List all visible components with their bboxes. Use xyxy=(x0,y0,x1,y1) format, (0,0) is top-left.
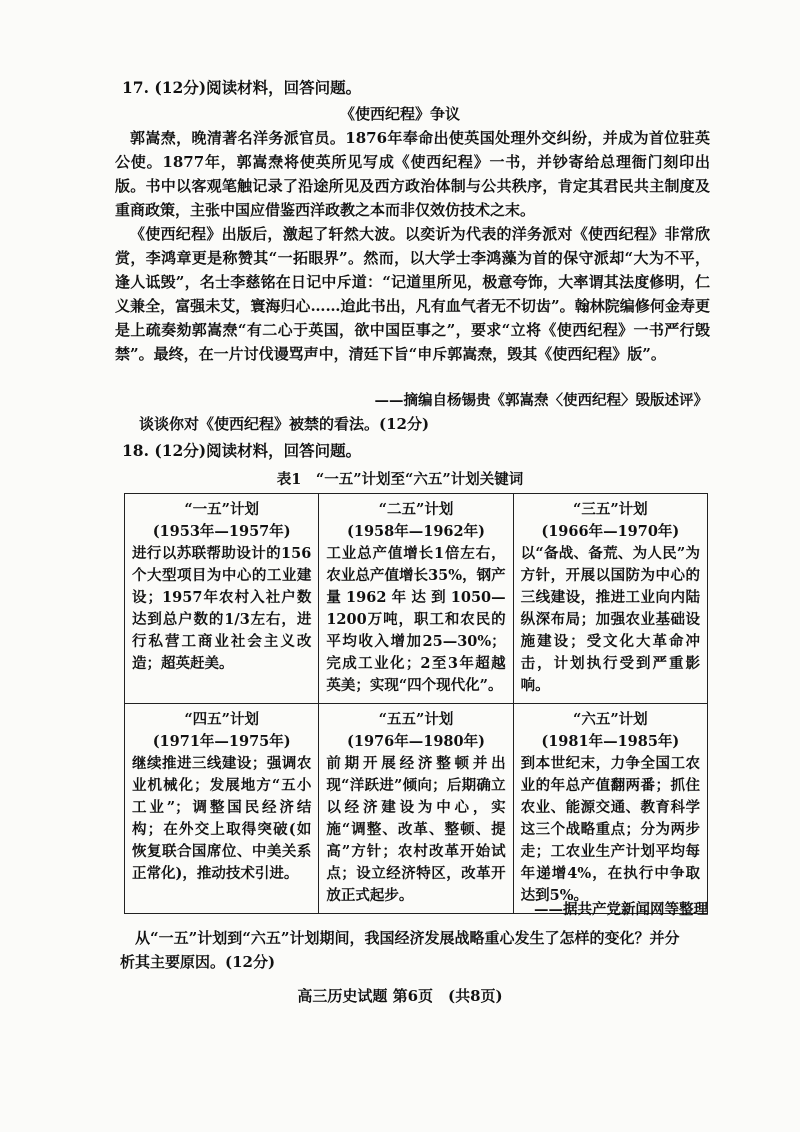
table-title: 表1 “一五”计划至“六五”计划关键词 xyxy=(276,471,524,488)
plan-text: 继续推进三线建设；强调农业机械化；发展地方“五小工业”；调整国民经济结构；在外交上取得突破(如恢复联合国席位、中美关系正常化)，推动技术引进。 xyxy=(132,755,312,882)
plan-years: (1971年—1975年) xyxy=(152,733,291,750)
plan-cell-1 xyxy=(125,494,319,704)
plan-cell-6 xyxy=(513,704,707,914)
plan-years: (1976年—1980年) xyxy=(347,733,485,750)
question-18-prompt-line-2: 析其主要原因。(12分) xyxy=(120,953,276,971)
five-year-plans-table xyxy=(124,493,708,914)
question-18-source: ——据共产党新闻网等整理 xyxy=(534,901,708,918)
plan-text: 到本世纪末，力争全国工农业的年总产值翻两番；抓住农业、能源交通、教育科学这三个战略重点；分为两步走；工农业生产计划平均每年递增4%，在执行中争取达到5%。 xyxy=(520,755,700,904)
plan-text: 工业总产值增长1倍左右，农业总产值增长35%，钢产量1962年达到1050—1200万吨，职工和农民的平均收入增加25—30%；完成工业化；2至3年超越英美；实现“四个现代化”。 xyxy=(326,545,506,694)
plan-years: (1953年—1957年) xyxy=(152,523,291,540)
plan-cell-3 xyxy=(513,494,707,704)
plan-cell-2 xyxy=(319,494,513,704)
table-row xyxy=(125,704,708,914)
plan-title: “四五”计划 xyxy=(184,711,259,728)
plan-text: 前期开展经济整顿并出现“洋跃进”倾向；后期确立以经济建设为中心，实施“调整、改革、整顿、提高”方针；农村改革开始试点；设立经济特区，改革开放正式起步。 xyxy=(326,755,506,904)
material-title: 《使西纪程》争议 xyxy=(339,105,460,123)
question-18-header: 18. (12分)阅读材料，回答问题。 xyxy=(122,441,362,460)
passage-paragraph-2: 《使西纪程》出版后，激起了轩然大波。以奕䜣为代表的洋务派对《使西纪程》非常欣赏，李鸿章更是称赞其“一拓眼界”。然而，以大学士李鸿藻为首的保守派却“大为不平，逢人诋毁”，名士李慈铭在日记中斥道：“记道里所见，极意夸饰，大率谓其法度修明，仁义兼全，富强未艾，寰海归心……迨此书出，凡有血气者无不切齿”。翰林院编修何金寿更是上疏奏劾郭嵩焘“有二心于英国，欲中国臣事之”，要求“立将《使西纪程》一书严行毁禁”。最终，在一片讨伐谩骂声中，清廷下旨“申斥郭嵩焘，毁其《使西纪程》版”。 xyxy=(115,225,710,363)
question-17-source: ——摘编自杨锡贵《郭嵩焘〈使西纪程〉毁版述评》 xyxy=(374,392,708,409)
plan-title: “三五”计划 xyxy=(572,501,648,518)
question-18-prompt-line-1: 从“一五”计划到“六五”计划期间，我国经济发展战略重心发生了怎样的变化？并分 xyxy=(135,929,680,947)
plan-title: “二五”计划 xyxy=(378,501,454,518)
plan-text: 进行以苏联帮助设计的156个大型项目为中心的工业建设；1957年农村入社户数达到总户数的1/3左右，进行私营工商业社会主义改造；超英赶美。 xyxy=(132,545,312,672)
plan-title: “五五”计划 xyxy=(378,711,454,728)
question-17-prompt: 谈谈你对《使西纪程》被禁的看法。(12分) xyxy=(139,415,430,433)
plan-cell-5 xyxy=(319,704,513,914)
table-row xyxy=(125,494,708,704)
plan-years: (1981年—1985年) xyxy=(541,733,680,750)
question-17-passage xyxy=(115,126,710,366)
plan-title: “六五”计划 xyxy=(572,711,648,728)
plan-cell-4 xyxy=(125,704,319,914)
plan-years: (1958年—1962年) xyxy=(347,523,485,540)
plan-title: “一五”计划 xyxy=(184,501,259,518)
passage-paragraph-1: 郭嵩焘，晚清著名洋务派官员。1876年奉命出使英国处理外交纠纷，并成为首位驻英公使。1877年，郭嵩焘将使英所见写成《使西纪程》一书，并钞寄给总理衙门刻印出版。书中以客观笔触记录了沿途所见及西方政治体制与公共秩序，肯定其君民共主制度及重商政策，主张中国应借鉴西洋政教之本而非仅效仿技术之末。 xyxy=(115,129,710,219)
question-17-header: 17. (12分)阅读材料，回答问题。 xyxy=(122,78,362,97)
plan-years: (1966年—1970年) xyxy=(541,523,680,540)
question-18-prompt xyxy=(120,926,710,974)
page-footer: 高三历史试题 第6页 (共8页) xyxy=(297,987,503,1005)
plan-text: 以“备战、备荒、为人民”为方针，开展以国防为中心的三线建设，推进工业向内陆纵深布局；加强农业基础设施建设；受文化大革命冲击，计划执行受到严重影响。 xyxy=(520,545,700,694)
